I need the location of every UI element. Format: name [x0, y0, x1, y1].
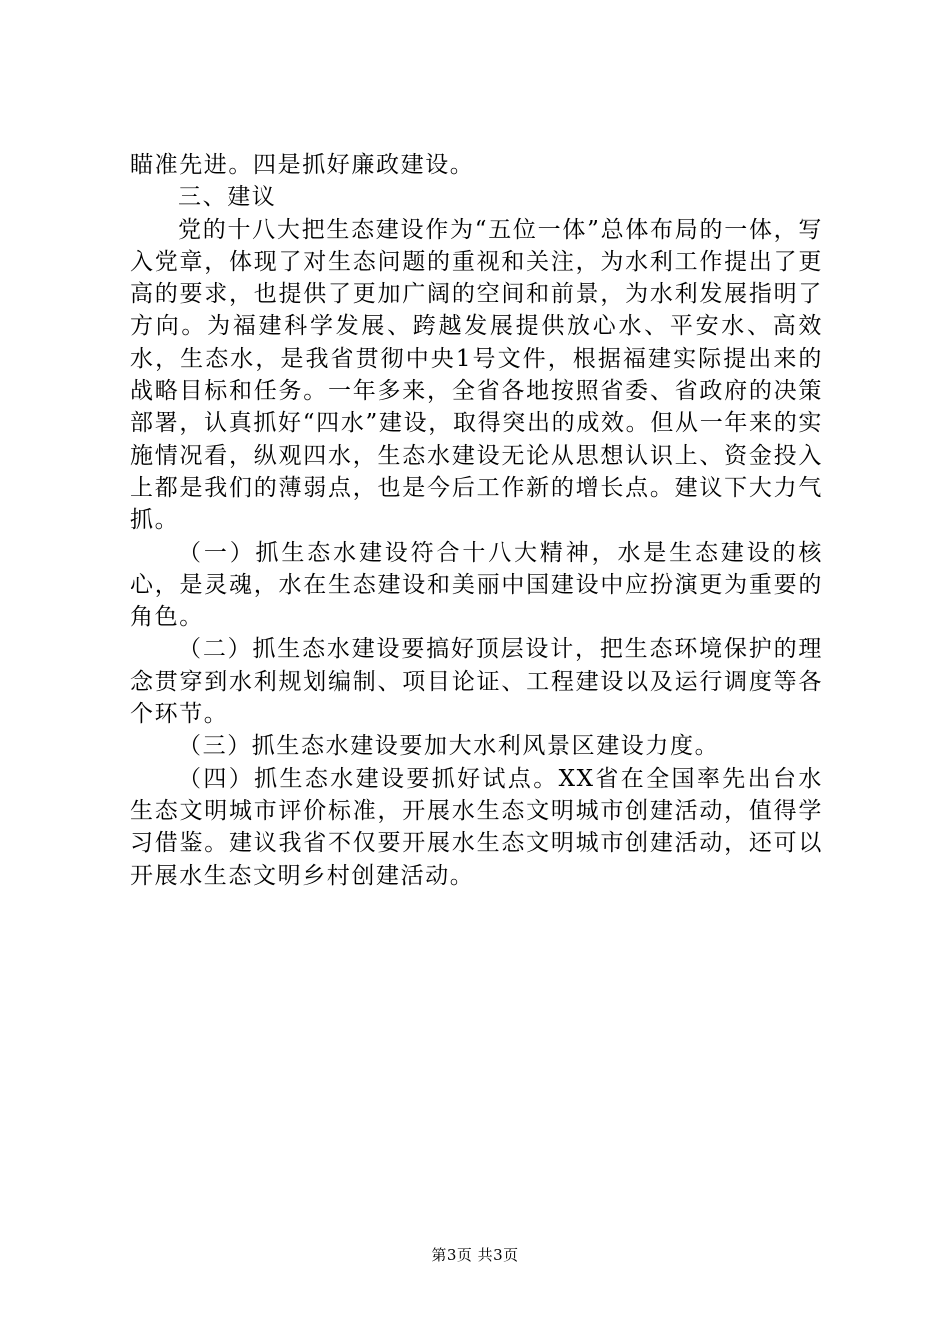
section-heading-suggestions: 三、建议 [178, 184, 277, 211]
paragraph-suggestion-3: （三）抓生态水建设要加大水利风景区建设力度。 [178, 733, 720, 760]
document-body [130, 149, 823, 892]
paragraph-ecology-intro: 党的十八大把生态建设作为“五位一体”总体布局的一体，写入党章，体现了对生态问题的重视和关注，为水利工作提出了更高的要求，也提供了更加广阔的空间和前景，为水利发展指明了方向。为福建科学发展、跨越发展提供放心水、平安水、高效水，生态水，是我省贯彻中央1号文件，根据福建实际提出来的战略目标和任务。一年多来，全省各地按照省委、省政府的决策部署，认真抓好“四水”建设，取得突出的成效。但从一年来的实施情况看，纵观四水，生态水建设无论从思想认识上、资金投入上都是我们的薄弱点，也是今后工作新的增长点。建议下大力气抓。 [130, 216, 823, 534]
paragraph-suggestion-2: （二）抓生态水建设要搞好顶层设计，把生态环境保护的理念贯穿到水利规划编制、项目论证、工程建设以及运行调度等各个环节。 [130, 636, 823, 728]
paragraph-suggestion-4: （四）抓生态水建设要抓好试点。XX省在全国率先出台水生态文明城市评价标准，开展水生态文明城市创建活动，值得学习借鉴。建议我省不仅要开展水生态文明城市创建活动，还可以开展水生态文明乡村创建活动。 [130, 765, 823, 889]
page-number: 第3页 共3页 [431, 1246, 519, 1264]
paragraph-continuation: 瞄准先进。四是抓好廉政建设。 [130, 152, 475, 178]
paragraph-suggestion-1: （一）抓生态水建设符合十八大精神，水是生态建设的核心，是灵魂，水在生态建设和美丽中国建设中应扮演更为重要的角色。 [130, 539, 823, 631]
page-footer [0, 1245, 950, 1265]
